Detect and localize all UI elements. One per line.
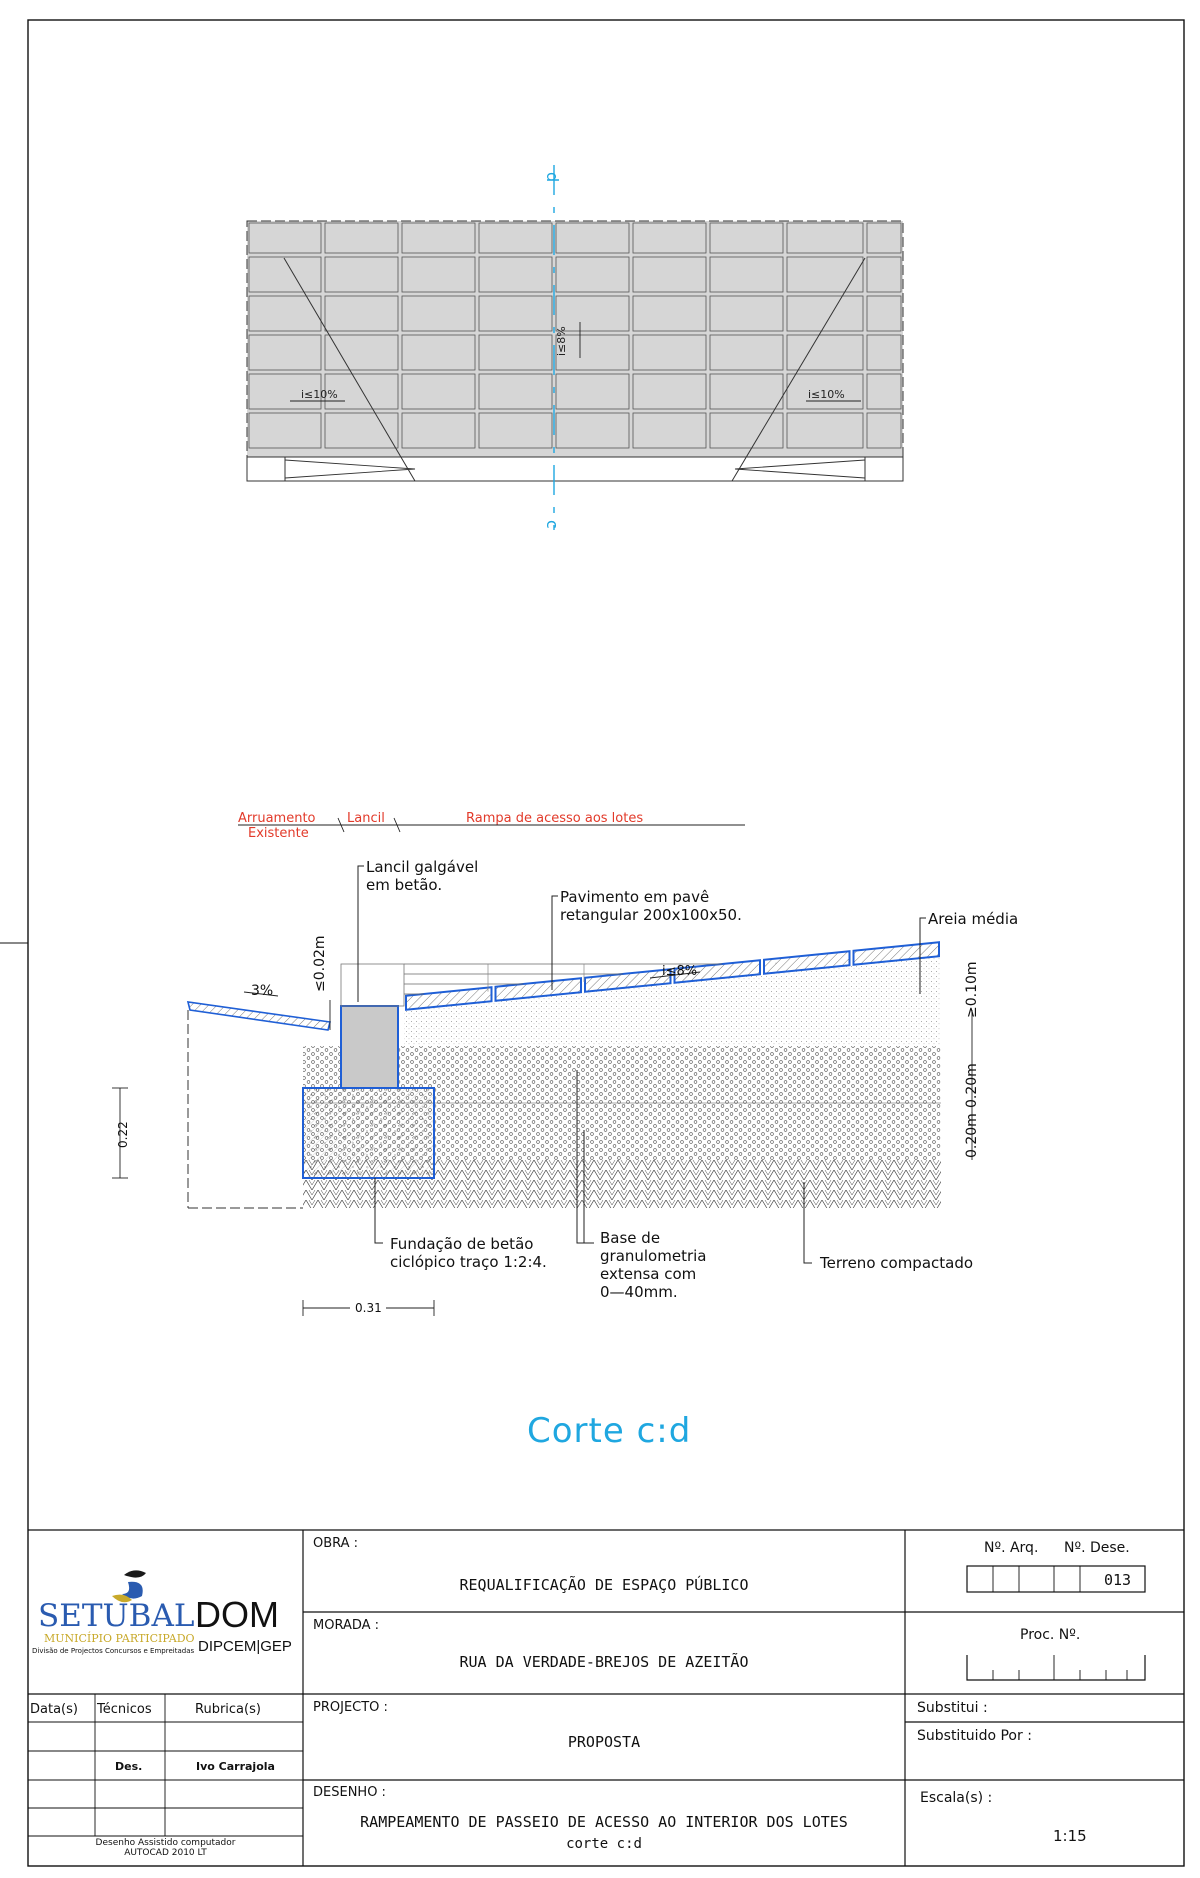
section-title: Corte c:d	[527, 1411, 692, 1451]
logo-division: Divisão de Projectos Concursos e Empreitadas	[32, 1647, 195, 1655]
projecto-value: PROPOSTA	[567, 1733, 641, 1751]
note-kerb: Lancil galgável	[366, 858, 479, 876]
plan-paving-area	[247, 221, 903, 457]
plan-kerb-strip	[247, 457, 903, 481]
ramp-slope-label: i≤8%	[662, 964, 698, 979]
road-slope-label: 3%	[251, 983, 274, 999]
dim-foundation-height: 0.22	[116, 1121, 130, 1148]
note-sand: Areia média	[928, 910, 1019, 928]
note-soil: Terreno compactado	[820, 1254, 974, 1272]
des-name: Ivo Carrajola	[196, 1760, 275, 1773]
section-label-d: d	[543, 172, 562, 183]
dim-foundation-width: 0.31	[355, 1301, 382, 1315]
narq-label: Nº. Arq.	[984, 1540, 1039, 1556]
zone-road-label-2: Existente	[248, 826, 309, 841]
note-base: Base de	[600, 1229, 661, 1247]
desenho-sub: corte c:d	[566, 1836, 642, 1852]
plan-slope-right: i≤10%	[808, 388, 845, 401]
substitui-label: Substitui :	[917, 1700, 988, 1716]
section-label-c: c	[543, 520, 562, 529]
note-paving: Pavimento em pavê	[560, 888, 710, 906]
dim-kerb-height: ≤0.02m	[312, 935, 328, 992]
morada-value: RUA DA VERDADE-BREJOS DE AZEITÃO	[459, 1653, 749, 1671]
projecto-label: PROJECTO :	[313, 1700, 388, 1715]
zone-road-label: Arruamento	[238, 811, 316, 826]
ndese-label: Nº. Dese.	[1064, 1540, 1130, 1556]
road-surface	[188, 1002, 330, 1030]
kerb-elevation	[341, 964, 404, 1006]
cad-note-line-1: Desenho Assistido computador	[95, 1838, 236, 1848]
kerb-block	[341, 1006, 398, 1088]
zone-ramp-label: Rampa de acesso aos lotes	[466, 811, 644, 826]
proc-label: Proc. Nº.	[1020, 1627, 1081, 1643]
dept-label: DIPCEM|GEP	[198, 1638, 292, 1655]
dim-base-2: 0.20m	[964, 1113, 980, 1158]
note-foundation: Fundação de betão	[390, 1235, 534, 1253]
des-label: Des.	[115, 1760, 143, 1773]
col-data: Data(s)	[30, 1702, 78, 1717]
note-base-4: 0—40mm.	[600, 1283, 678, 1301]
cad-note	[28, 1838, 303, 1858]
dom-label: DOM	[195, 1594, 279, 1635]
plan-slope-center: i≤8%	[555, 326, 568, 356]
desenho-value: RAMPEAMENTO DE PASSEIO DE ACESSO AO INTERIOR DOS LOTES	[360, 1813, 848, 1831]
note-base-3: extensa com	[600, 1265, 697, 1283]
obra-value: REQUALIFICAÇÃO DE ESPAÇO PÚBLICO	[459, 1576, 749, 1594]
morada-label: MORADA :	[313, 1618, 380, 1633]
zone-kerb-label: Lancil	[347, 811, 385, 826]
substituido-label: Substituido Por :	[917, 1728, 1032, 1744]
cad-note-line-2: AUTOCAD 2010 LT	[124, 1848, 207, 1858]
note-base-2: granulometria	[600, 1247, 707, 1265]
plan-view	[247, 165, 903, 530]
ndese-value: 013	[1104, 1571, 1132, 1589]
col-rubrica: Rubrica(s)	[195, 1702, 261, 1717]
col-tecnicos: Técnicos	[97, 1702, 152, 1717]
desenho-label: DESENHO :	[313, 1785, 386, 1800]
note-kerb-2: em betão.	[366, 876, 443, 894]
logo-subtitle: MUNICÍPIO PARTICIPADO	[44, 1632, 195, 1645]
escala-label: Escala(s) :	[920, 1790, 993, 1806]
obra-label: OBRA :	[313, 1536, 359, 1551]
logo-setubal: SETUBAL	[38, 1598, 195, 1634]
note-foundation-2: ciclópico traço 1:2:4.	[390, 1253, 547, 1271]
plan-slope-left: i≤10%	[301, 388, 338, 401]
dim-paving-min: ≥0.10m	[964, 961, 980, 1018]
dim-base-1: 0.20m	[964, 1063, 980, 1108]
escala-value: 1:15	[1053, 1827, 1087, 1845]
note-paving-2: retangular 200x100x50.	[560, 906, 742, 924]
section-view	[112, 811, 1018, 1451]
